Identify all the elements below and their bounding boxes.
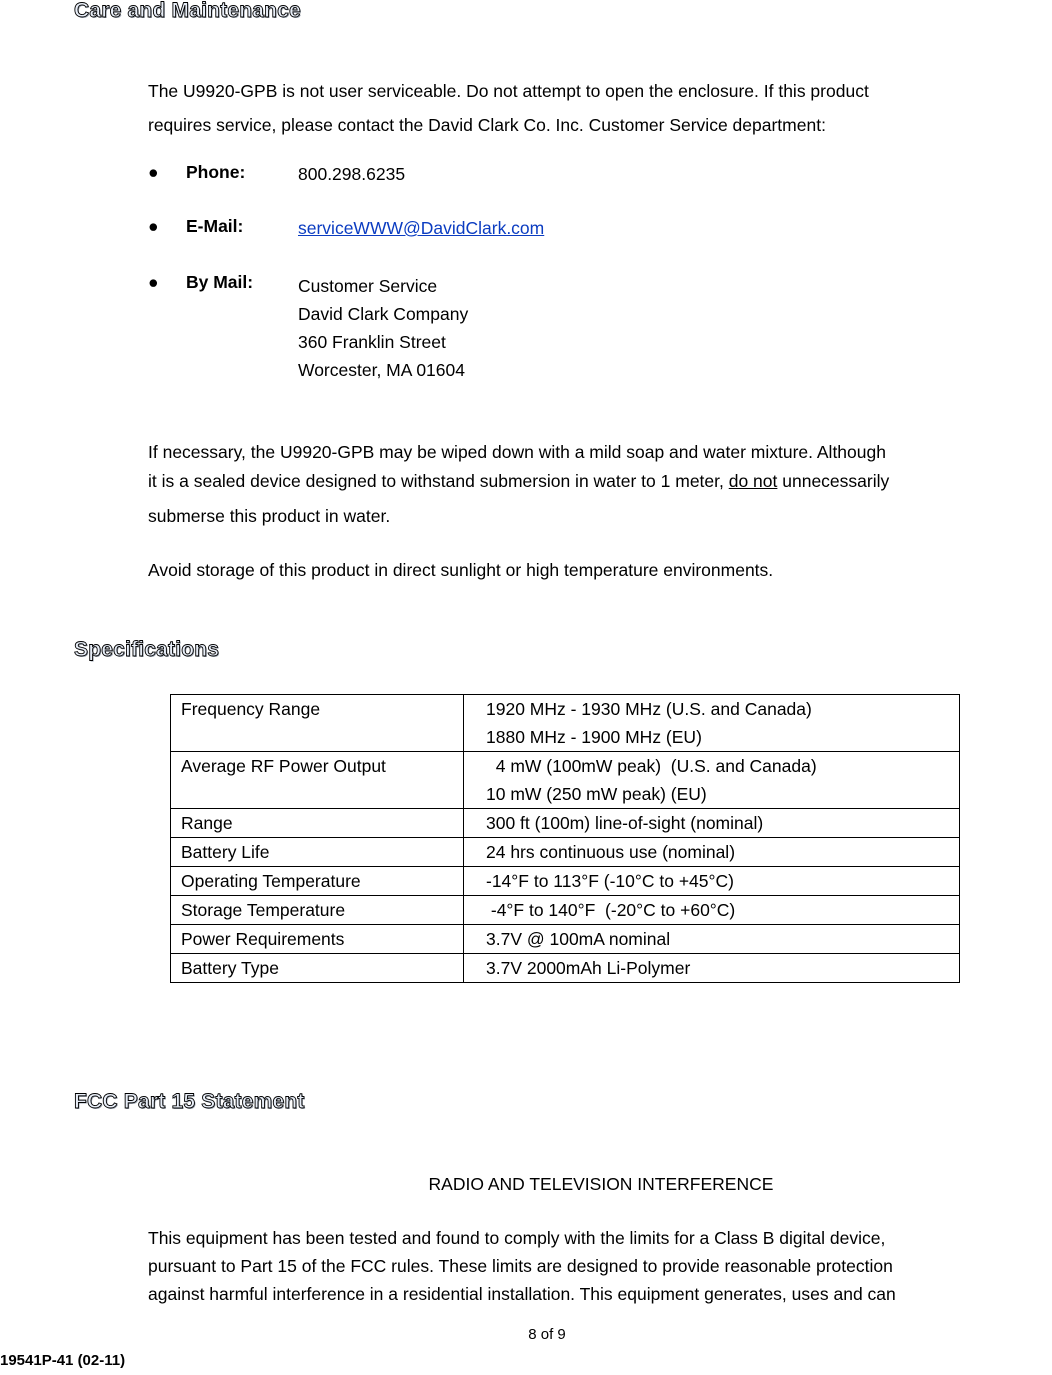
spec-name: Storage Temperature — [171, 896, 464, 925]
wipe-line-2-text: it is a sealed device designed to withstand submersion in water to 1 meter, — [148, 471, 729, 491]
table-row — [171, 752, 960, 809]
page-number: 8 of 9 — [528, 1326, 566, 1343]
spec-value-line: 1920 MHz - 1930 MHz (U.S. and Canada) — [486, 699, 812, 719]
spec-name: Battery Type — [171, 954, 464, 983]
bullet-icon: ● — [148, 162, 159, 182]
mail-line-1: Customer Service — [298, 276, 438, 296]
email-item — [0, 216, 1052, 246]
phone-item — [0, 162, 1052, 192]
table-row — [171, 925, 960, 954]
table-row — [171, 867, 960, 896]
email-link[interactable]: serviceWWW@DavidClark.com — [298, 218, 545, 238]
table-row — [171, 695, 960, 752]
fcc-line-1: This equipment has been tested and found to comply with the limits for a Class B digital device, — [148, 1228, 886, 1248]
wipe-line-1: If necessary, the U9920-GPB may be wiped down with a mild soap and water mixture. Although — [148, 442, 886, 462]
spec-name: Range — [171, 809, 464, 838]
wipe-line-3: submerse this product in water. — [148, 506, 391, 526]
spec-value: 300 ft (100m) line-of-sight (nominal) — [464, 809, 960, 838]
spec-value: 3.7V 2000mAh Li-Polymer — [464, 954, 960, 983]
fcc-line-2: pursuant to Part 15 of the FCC rules. These limits are designed to provide reasonable protection — [148, 1256, 893, 1276]
spec-name: Operating Temperature — [171, 867, 464, 896]
spec-value — [464, 695, 960, 752]
do-not-emphasis: do not — [728, 471, 778, 491]
spec-value-line: 1880 MHz - 1900 MHz (EU) — [486, 727, 702, 747]
specs-table — [170, 694, 960, 983]
spec-value: 24 hrs continuous use (nominal) — [464, 838, 960, 867]
spec-name: Average RF Power Output — [171, 752, 464, 809]
phone-label: Phone: — [186, 162, 246, 182]
fcc-paragraph — [148, 1224, 896, 1308]
spec-value: -14°F to 113°F (-10°C to +45°C) — [464, 867, 960, 896]
bullet-icon: ● — [148, 272, 159, 292]
storage-line: Avoid storage of this product in direct sunlight or high temperature environments. — [148, 560, 774, 580]
spec-value: 3.7V @ 100mA nominal — [464, 925, 960, 954]
fcc-line-3: against harmful interference in a residential installation. This equipment generates, uses and can — [148, 1284, 896, 1304]
table-row — [171, 954, 960, 983]
spec-value-line: 10 mW (250 mW peak) (EU) — [486, 784, 707, 804]
spec-value-line: 4 mW (100mW peak) (U.S. and Canada) — [486, 756, 817, 776]
spec-name: Frequency Range — [171, 695, 464, 752]
mail-line-3: 360 Franklin Street — [298, 332, 446, 352]
fcc-heading: FCC Part 15 Statement — [74, 1090, 305, 1113]
care-intro-line-2: requires service, please contact the David Clark Co. Inc. Customer Service department: — [148, 115, 826, 135]
table-row — [171, 838, 960, 867]
spec-name: Power Requirements — [171, 925, 464, 954]
spec-name: Battery Life — [171, 838, 464, 867]
specs-heading: Specifications — [74, 638, 220, 661]
care-intro-line-1: The U9920-GPB is not user serviceable. Do not attempt to open the enclosure. If this product — [148, 81, 869, 101]
email-label: E-Mail: — [186, 216, 244, 236]
wipe-line-2-tail: unnecessarily — [777, 471, 890, 491]
spec-value: -4°F to 140°F (-20°C to +60°C) — [464, 896, 960, 925]
table-row — [171, 896, 960, 925]
doc-id: 19541P-41 (02-11) — [0, 1352, 126, 1369]
mail-item — [0, 272, 1052, 382]
care-heading: Care and Maintenance — [74, 0, 301, 22]
bullet-icon: ● — [148, 216, 159, 236]
mail-address — [298, 272, 468, 384]
mail-label: By Mail: — [186, 272, 254, 292]
fcc-subheading: RADIO AND TELEVISION INTERFERENCE — [428, 1174, 774, 1194]
spec-value — [464, 752, 960, 809]
mail-line-2: David Clark Company — [298, 304, 469, 324]
wipe-line-2 — [148, 467, 889, 495]
mail-line-4: Worcester, MA 01604 — [298, 360, 465, 380]
table-row — [171, 809, 960, 838]
phone-value: 800.298.6235 — [298, 164, 406, 184]
